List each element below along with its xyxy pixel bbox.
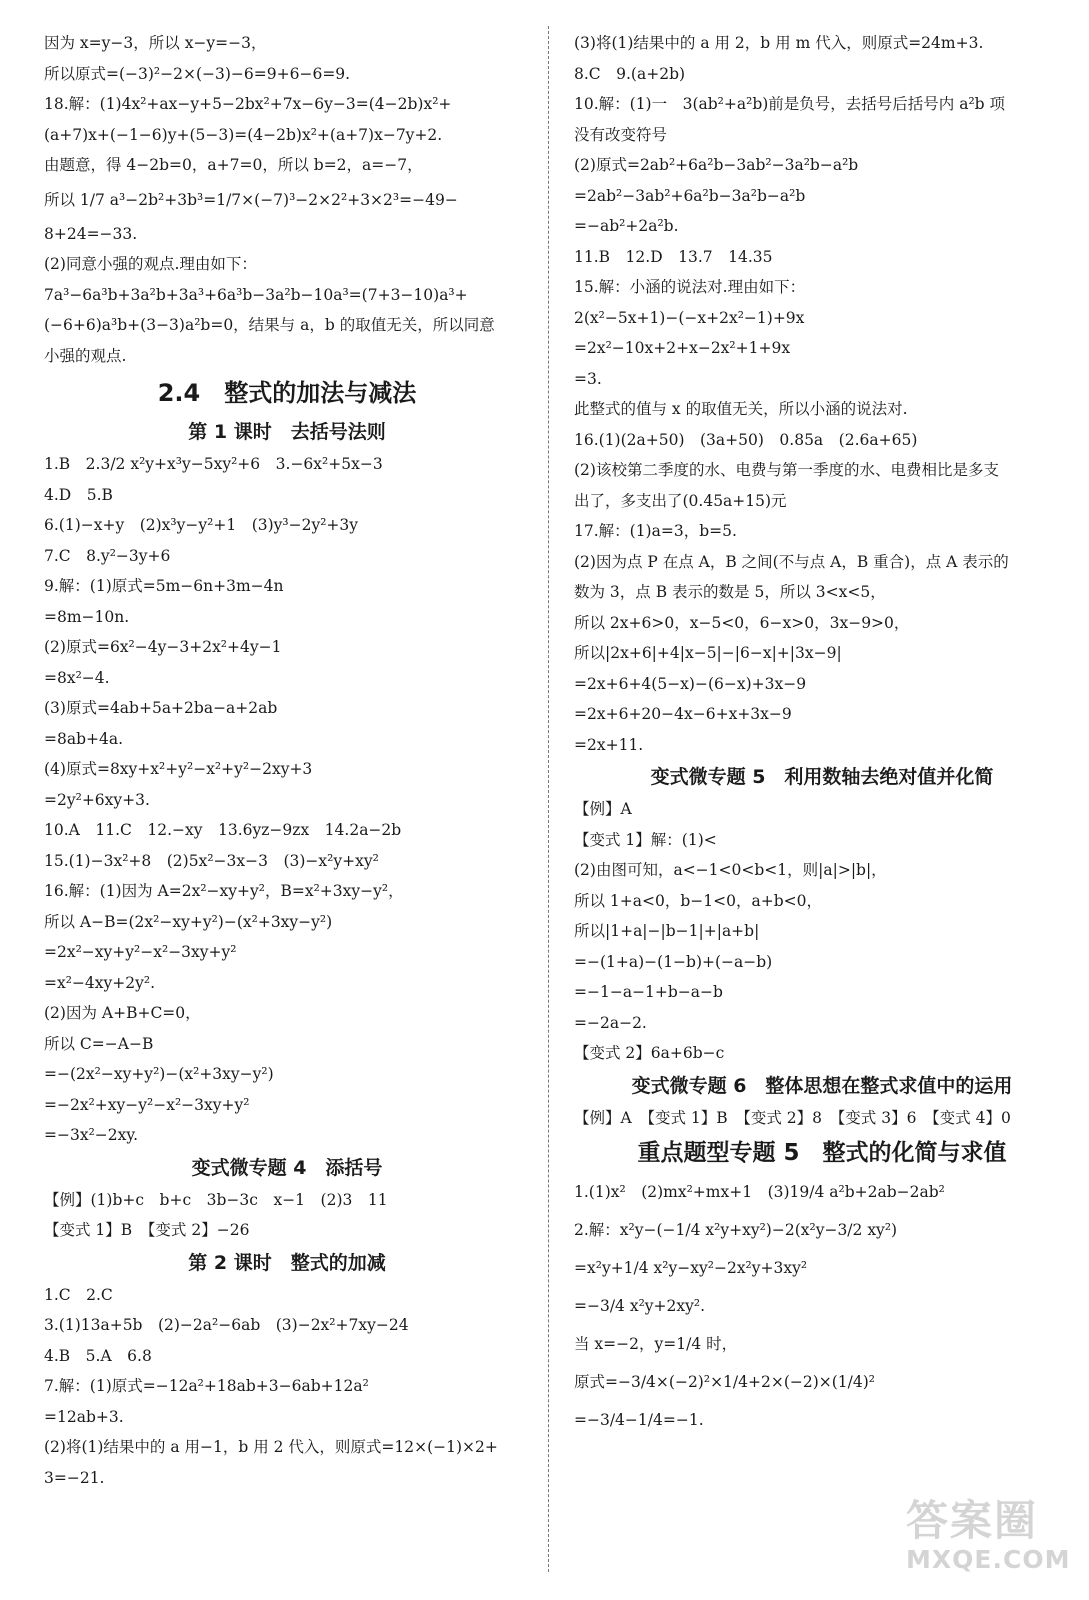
answer-line: 16.(1)(2a+50) (3a+50) 0.85a (2.6a+65) <box>574 430 918 449</box>
answer-line: 所以 C=−A−B <box>44 1034 154 1053</box>
left-column <box>44 28 530 1493</box>
answer-line: 4.B 5.A 6.8 <box>44 1346 152 1365</box>
answer-line: 7.解：(1)原式=−12a²+18ab+3−6ab+12a² <box>44 1377 369 1395</box>
section-heading: 重点题型专题 5 整式的化简与求值 <box>637 1140 1007 1166</box>
answer-line: 所以原式=(−3)²−2×(−3)−6=9+6−6=9. <box>44 64 351 83</box>
answer-line: 所以 1/7 a³−2b²+3b³=1/7×(−7)³−2×2²+3×2³=−49− <box>44 190 458 209</box>
answer-line: 【例】A 【变式 1】B 【变式 2】8 【变式 3】6 【变式 4】0 <box>574 1108 1011 1127</box>
section-heading: 2.4 整式的加法与减法 <box>157 379 417 407</box>
answer-line: 15.(1)−3x²+8 (2)5x²−3x−3 (3)−x²y+xy² <box>44 851 379 870</box>
answer-line: 【例】A <box>574 800 632 818</box>
answer-line: (2)将(1)结果中的 a 用−1，b 用 2 代入，则原式=12×(−1)×2+ <box>44 1438 498 1456</box>
section-heading: 变式微专题 4 添括号 <box>191 1156 383 1179</box>
answer-line: 因为 x=y−3，所以 x−y=−3， <box>44 34 267 52</box>
column-divider <box>548 26 549 1572</box>
section-heading: 变式微专题 5 利用数轴去绝对值并化简 <box>650 766 994 788</box>
answer-line: 所以 2x+6>0，x−5<0，6−x>0，3x−9>0， <box>574 613 910 632</box>
watermark-url: MXQE.COM <box>906 1545 1071 1574</box>
answer-line: =2x+11. <box>574 735 644 754</box>
answer-line: (2)原式=6x²−4y−3+2x²+4y−1 <box>44 638 282 656</box>
answer-line: =2x+6+20−4x−6+x+3x−9 <box>574 705 792 723</box>
answer-line: 3.(1)13a+5b (2)−2a²−6ab (3)−2x²+7xy−24 <box>44 1316 409 1334</box>
answer-line: (2)原式=2ab²+6a²b−3ab²−3a²b−a²b <box>574 156 859 174</box>
answer-line: =−(1+a)−(1−b)+(−a−b) <box>574 952 773 971</box>
answer-line: 8.C 9.(a+2b) <box>574 64 686 83</box>
answer-line: =x²y+1/4 x²y−xy²−2x²y+3xy² <box>574 1259 808 1277</box>
answer-line: (2)该校第二季度的水、电费与第一季度的水、电费相比是多支 <box>574 461 999 479</box>
answer-line: (a+7)x+(−1−6)y+(5−3)=(4−2b)x²+(a+7)x−7y+2. <box>44 125 443 144</box>
answer-line: (3)将(1)结果中的 a 用 2，b 用 m 代入，则原式=24m+3. <box>574 34 984 52</box>
answer-line: =−1−a−1+b−a−b <box>574 983 723 1001</box>
answer-line: 17.解：(1)a=3，b=5. <box>574 522 737 540</box>
answer-line: =−2x²+xy−y²−x²−3xy+y² <box>44 1095 250 1114</box>
answer-line: (4)原式=8xy+x²+y²−x²+y²−2xy+3 <box>44 760 313 778</box>
answer-line: =8m−10n. <box>44 607 130 626</box>
answer-line: (2)由图可知，a<−1<0<b<1，则|a|>|b|， <box>574 861 887 879</box>
answer-line: 【变式 1】解：(1)< <box>574 830 717 849</box>
answer-line: =−ab²+2a²b. <box>574 217 679 235</box>
answer-line: 没有改变符号 <box>574 125 668 144</box>
answer-line: 原式=−3/4×(−2)²×1/4+2×(−2)×(1/4)² <box>574 1373 876 1391</box>
answer-line: 8+24=−33. <box>44 224 138 243</box>
answer-line: =2x+6+4(5−x)−(6−x)+3x−9 <box>574 674 807 693</box>
answer-line: (2)因为 A+B+C=0， <box>44 1004 201 1022</box>
answer-line: =3. <box>574 369 602 388</box>
answer-line: =−(2x²−xy+y²)−(x²+3xy−y²) <box>44 1065 274 1083</box>
answer-line: 所以 1+a<0，b−1<0，a+b<0， <box>574 891 822 910</box>
answer-line: (3)原式=4ab+5a+2ba−a+2ab <box>44 699 278 717</box>
answer-line: 【例】(1)b+c b+c 3b−3c x−1 (2)3 11 <box>44 1190 388 1209</box>
section-heading: 第 2 课时 整式的加减 <box>188 1251 386 1274</box>
answer-line: =12ab+3. <box>44 1407 124 1426</box>
answer-line: =2y²+6xy+3. <box>44 790 150 809</box>
answer-line: 18.解：(1)4x²+ax−y+5−2bx²+7x−6y−3=(4−2b)x²+ <box>44 95 452 113</box>
answer-line: 15.解：小涵的说法对.理由如下： <box>574 278 806 296</box>
section-heading: 第 1 课时 去括号法则 <box>188 421 386 443</box>
answer-line: =2x²−10x+2+x−2x²+1+9x <box>574 339 791 357</box>
watermark-logo <box>906 1496 1071 1587</box>
answer-line: 7a³−6a³b+3a²b+3a³+6a³b−3a²b−10a³=(7+3−10)a³+ <box>44 285 468 304</box>
answer-line: =8ab+4a. <box>44 729 124 748</box>
answer-line: =2ab²−3ab²+6a²b−3a²b−a²b <box>574 186 806 205</box>
answer-line: 所以|1+a|−|b−1|+|a+b| <box>574 922 760 940</box>
answer-line: 11.B 12.D 13.7 14.35 <box>574 247 773 266</box>
right-column <box>574 28 1070 1439</box>
answer-line: 1.(1)x² (2)mx²+mx+1 (3)19/4 a²b+2ab−2ab² <box>574 1183 945 1201</box>
answer-line: 2.解：x²y−(−1/4 x²y+xy²)−2(x²y−3/2 xy²) <box>574 1221 898 1239</box>
answer-line: 1.B 2.3/2 x²y+x³y−5xy²+6 3.−6x²+5x−3 <box>44 455 383 473</box>
answer-line: 此整式的值与 x 的取值无关，所以小涵的说法对. <box>574 400 908 418</box>
answer-line: =−2a−2. <box>574 1013 647 1032</box>
answer-line: 所以 A−B=(2x²−xy+y²)−(x²+3xy−y²) <box>44 912 333 931</box>
answer-line: 4.D 5.B <box>44 485 113 504</box>
answer-line: 小强的观点. <box>44 346 127 365</box>
answer-line: 2(x²−5x+1)−(−x+2x²−1)+9x <box>574 308 805 327</box>
answer-line: 出了，多支出了(0.45a+15)元 <box>574 491 787 510</box>
answer-line: 所以|2x+6|+4|x−5|−|6−x|+|3x−9| <box>574 644 842 662</box>
answer-line: =x²−4xy+2y². <box>44 973 156 992</box>
answer-line: (2)因为点 P 在点 A，B 之间(不与点 A，B 重合)，点 A 表示的 <box>574 552 1009 571</box>
answer-line: 9.解：(1)原式=5m−6n+3m−4n <box>44 577 284 595</box>
answer-line: 当 x=−2，y=1/4 时， <box>574 1335 738 1353</box>
answer-line: =8x²−4. <box>44 668 110 687</box>
answer-line: =2x²−xy+y²−x²−3xy+y² <box>44 943 237 961</box>
answer-line: 16.解：(1)因为 A=2x²−xy+y²，B=x²+3xy−y²， <box>44 882 404 900</box>
answer-line: 6.(1)−x+y (2)x³y−y²+1 (3)y³−2y²+3y <box>44 516 359 534</box>
answer-line: =−3/4 x²y+2xy². <box>574 1297 706 1315</box>
answer-line: 数为 3，点 B 表示的数是 5，所以 3<x<5， <box>574 583 886 601</box>
answer-line: =−3/4−1/4=−1. <box>574 1411 704 1429</box>
section-heading: 变式微专题 6 整体思想在整式求值中的运用 <box>631 1074 1013 1097</box>
answer-line: (−6+6)a³b+(3−3)a²b=0，结果与 a，b 的取值无关，所以同意 <box>44 316 495 334</box>
answer-line: 由题意，得 4−2b=0，a+7=0，所以 b=2，a=−7， <box>44 156 423 174</box>
answer-line: (2)同意小强的观点.理由如下： <box>44 255 257 273</box>
answer-line: 1.C 2.C <box>44 1285 113 1304</box>
answer-line: 3=−21. <box>44 1468 105 1487</box>
answer-line: 10.A 11.C 12.−xy 13.6yz−9zx 14.2a−2b <box>44 821 402 839</box>
answer-line: 【变式 2】6a+6b−c <box>574 1044 725 1062</box>
answer-line: 7.C 8.y²−3y+6 <box>44 546 171 565</box>
answer-line: 10.解：(1)一 3(ab²+a²b)前是负号，去括号后括号内 a²b 项 <box>574 95 1006 113</box>
watermark-text: 答案圈 <box>906 1496 1039 1545</box>
answer-line: 【变式 1】B 【变式 2】−26 <box>44 1221 250 1239</box>
answer-line: =−3x²−2xy. <box>44 1126 139 1144</box>
